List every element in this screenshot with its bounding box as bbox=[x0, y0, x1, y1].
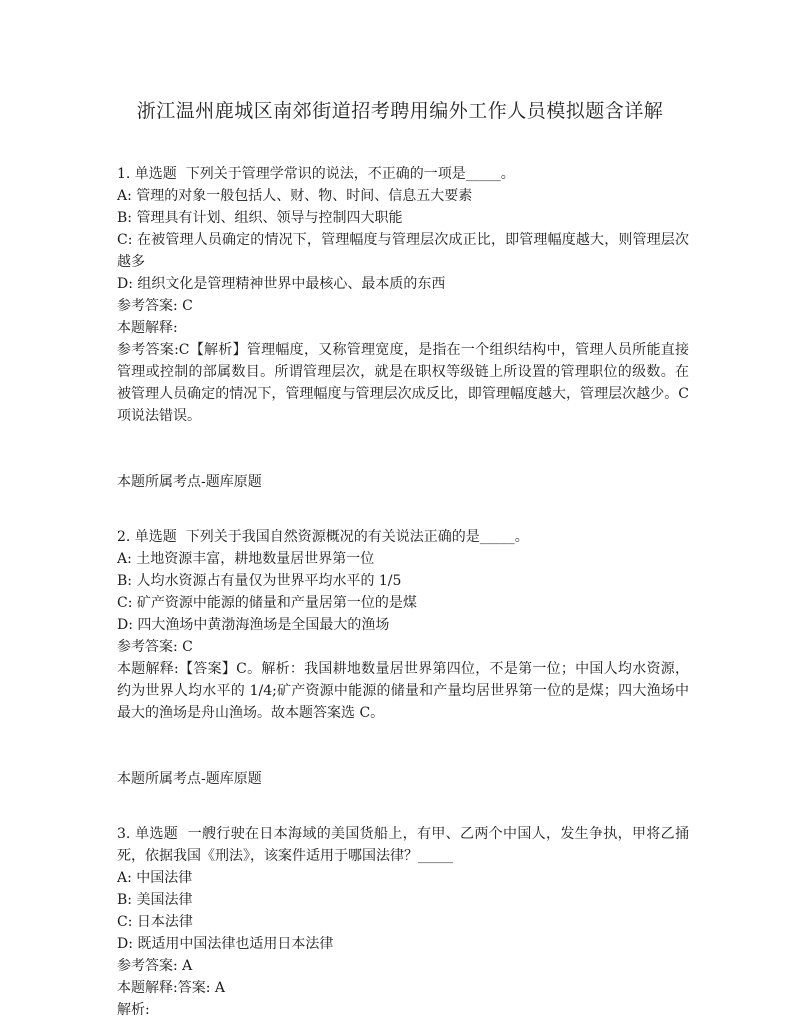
question-1 bbox=[117, 163, 689, 427]
question-stem: 1. 单选题 下列关于管理学常识的说法，不正确的一项是_____。 bbox=[117, 166, 515, 182]
option-c: C: 矿产资源中能源的储量和产量居第一位的是煤 bbox=[117, 595, 417, 611]
explanation-label: 本题解释:答案: A bbox=[117, 980, 225, 996]
option-c: C: 在被管理人员确定的情况下，管理幅度与管理层次成正比，即管理幅度越大，则管理层次越多 bbox=[117, 232, 689, 270]
option-d: D: 四大渔场中黄渤海渔场是全国最大的渔场 bbox=[117, 617, 390, 633]
analysis-label: 解析: bbox=[117, 1002, 150, 1018]
document-title: 浙江温州鹿城区南郊街道招考聘用编外工作人员模拟题含详解 bbox=[136, 100, 664, 122]
question-source: 本题所属考点-题库原题 bbox=[117, 474, 262, 490]
option-a: A: 土地资源丰富，耕地数量居世界第一位 bbox=[117, 551, 375, 567]
option-a: A: 中国法律 bbox=[117, 870, 193, 886]
question-2 bbox=[117, 526, 689, 724]
option-c: C: 日本法律 bbox=[117, 914, 193, 930]
reference-answer: 参考答案: A bbox=[117, 958, 193, 974]
question-3 bbox=[117, 823, 689, 1021]
question-stem: 2. 单选题 下列关于我国自然资源概况的有关说法正确的是_____。 bbox=[117, 529, 529, 545]
option-a: A: 管理的对象一般包括人、财、物、时间、信息五大要素 bbox=[117, 188, 473, 204]
explanation-label: 本题解释: bbox=[117, 320, 178, 336]
reference-answer: 参考答案: C bbox=[117, 298, 193, 314]
document-body bbox=[117, 163, 689, 1021]
option-b: B: 美国法律 bbox=[117, 892, 193, 908]
question-source: 本题所属考点-题库原题 bbox=[117, 771, 262, 787]
option-b: B: 管理具有计划、组织、领导与控制四大职能 bbox=[117, 210, 403, 226]
option-d: D: 组织文化是管理精神世界中最核心、最本质的东西 bbox=[117, 276, 446, 292]
explanation-text: 本题解释:【答案】C。解析：我国耕地数量居世界第四位，不是第一位；中国人均水资源，约为世界人均水平的 1/4;矿产资源中能源的储量和产量均居世界第一位的是煤；四大渔场中最大的渔场是舟山渔场。故本题答案选 C。 bbox=[117, 661, 689, 721]
question-stem: 3. 单选题 一艘行驶在日本海域的美国货船上，有甲、乙两个中国人，发生争执，甲将乙捅死，依据我国《刑法》，该案件适用于哪国法律？_____ bbox=[117, 826, 689, 864]
reference-answer: 参考答案: C bbox=[117, 639, 193, 655]
explanation-text: 参考答案:C【解析】管理幅度，又称管理宽度，是指在一个组织结构中，管理人员所能直接管理或控制的部属数目。所谓管理层次，就是在职权等级链上所设置的管理职位的级数。在被管理人员确定的情况下，管理幅度与管理层次成反比，即管理幅度越大，管理层次越少。C项说法错误。 bbox=[117, 342, 689, 424]
option-b: B: 人均水资源占有量仅为世界平均水平的 1/5 bbox=[117, 573, 402, 589]
option-d: D: 既适用中国法律也适用日本法律 bbox=[117, 936, 334, 952]
